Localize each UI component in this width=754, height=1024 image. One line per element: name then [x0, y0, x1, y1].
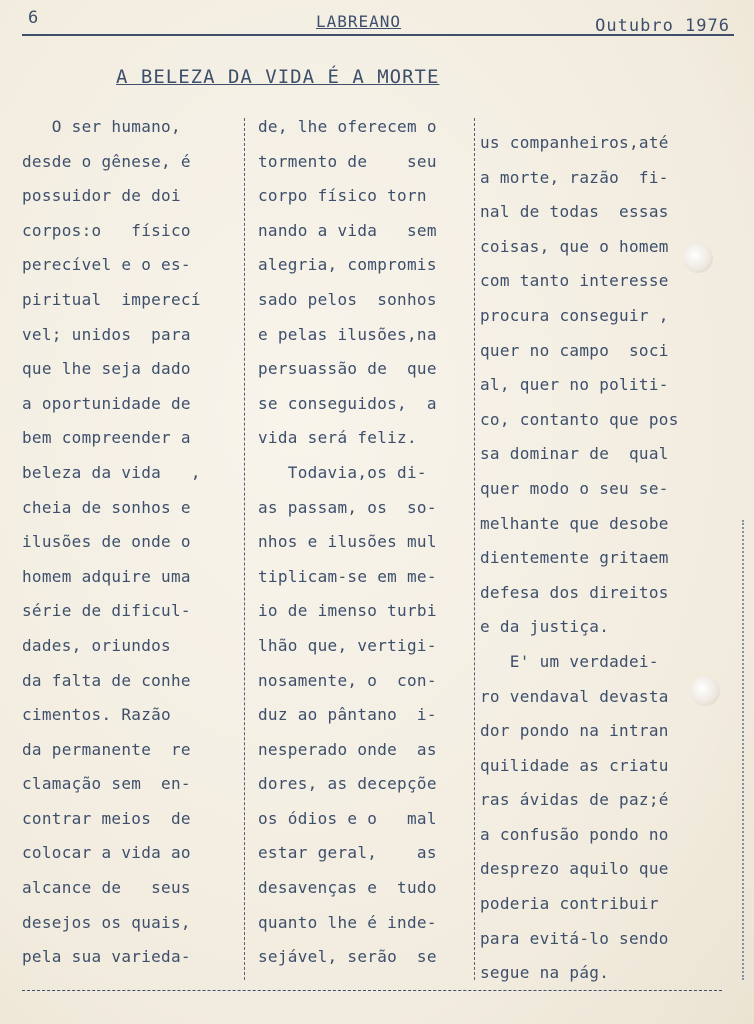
margin-dots	[742, 520, 744, 980]
text-line: a confusão pondo no	[480, 824, 669, 844]
text-line: defesa dos direitos	[480, 582, 669, 602]
text-line: dores, as decepçõe	[258, 774, 437, 794]
text-line: corpo físico torn	[258, 186, 427, 206]
text-line: piritual imperecí	[22, 289, 201, 309]
text-line: perecível e o es-	[22, 255, 191, 275]
text-line: quilidade as criatu	[480, 755, 669, 775]
text-line: cimentos. Razão	[22, 705, 171, 725]
text-line: nal de todas essas	[480, 202, 669, 222]
page-header	[22, 6, 734, 36]
text-line: quer modo o seu se-	[480, 478, 669, 498]
text-line: desavenças e tudo	[258, 878, 437, 898]
text-line: desejos os quais,	[22, 912, 191, 932]
issue-date: Outubro 1976	[595, 16, 730, 36]
text-line: possuidor de doi	[22, 186, 181, 206]
text-line: co, contanto que pos	[480, 409, 679, 429]
text-line: se conseguidos, a	[258, 393, 437, 413]
text-line: melhante que desobe	[480, 513, 669, 533]
text-line: segue na pág.	[480, 963, 610, 983]
text-line: pela sua varieda-	[22, 947, 191, 967]
text-line: dades, oriundos	[22, 635, 171, 655]
text-line: sejável, serão se	[258, 947, 437, 967]
footer-rule	[22, 990, 722, 991]
text-line: e da justiça.	[480, 617, 610, 637]
text-line: desprezo aquilo que	[480, 859, 669, 879]
article-title: A BELEZA DA VIDA É A MORTE	[116, 66, 440, 88]
column-divider	[474, 118, 475, 980]
punch-hole	[683, 243, 713, 273]
text-line: beleza da vida ,	[22, 462, 201, 482]
text-line: série de dificul-	[22, 601, 191, 621]
text-line: corpos:o físico	[22, 220, 191, 240]
text-line: dientemente gritaem	[480, 548, 669, 568]
text-line: nando a vida sem	[258, 220, 437, 240]
text-line: colocar a vida ao	[22, 843, 191, 863]
text-line: vida será feliz.	[258, 428, 417, 448]
punch-hole	[690, 676, 720, 706]
article-column-1	[22, 110, 236, 975]
text-line: procura conseguir ,	[480, 305, 669, 325]
text-line: vel; unidos para	[22, 324, 191, 344]
text-line: os ódios e o mal	[258, 808, 437, 828]
text-line: com tanto interesse	[480, 271, 669, 291]
text-line: desde o gênese, é	[22, 151, 191, 171]
text-line: a morte, razão fi-	[480, 167, 669, 187]
text-line: da falta de conhe	[22, 670, 191, 690]
text-line: alegria, compromis	[258, 255, 437, 275]
text-line: nhos e ilusões mul	[258, 532, 437, 552]
text-line: dor pondo na intran	[480, 721, 669, 741]
text-line: sa dominar de qual	[480, 444, 669, 464]
text-line: tormento de seu	[258, 151, 437, 171]
column-divider	[244, 118, 245, 980]
page-number: 6	[28, 8, 39, 28]
text-line: clamação sem en-	[22, 774, 191, 794]
text-line: a oportunidade de	[22, 393, 191, 413]
text-line: para evitá-lo sendo	[480, 928, 669, 948]
text-line: persuassão de que	[258, 359, 437, 379]
text-line: lhão que, vertigi-	[258, 635, 437, 655]
text-line: Todavia,os di-	[258, 462, 427, 482]
text-line: contrar meios de	[22, 808, 191, 828]
text-line: de, lhe oferecem o	[258, 117, 437, 136]
text-line: coisas, que o homem	[480, 236, 669, 256]
text-line: quer no campo soci	[480, 340, 669, 360]
text-line: O ser humano,	[22, 117, 181, 136]
text-line: nesperado onde as	[258, 739, 437, 759]
text-line: nosamente, o con-	[258, 670, 437, 690]
text-line: al, quer no politi-	[480, 375, 669, 395]
text-line: da permanente re	[22, 739, 191, 759]
text-line: quanto lhe é inde-	[258, 912, 437, 932]
text-line: sado pelos sonhos	[258, 289, 437, 309]
text-line: tiplicam-se em me-	[258, 566, 437, 586]
text-line: homem adquire uma	[22, 566, 191, 586]
text-line: e pelas ilusões,na	[258, 324, 437, 344]
text-line: us companheiros,até	[480, 133, 669, 152]
text-line: duz ao pântano i-	[258, 705, 437, 725]
text-line: alcance de seus	[22, 878, 191, 898]
text-line: io de imenso turbi	[258, 601, 437, 621]
text-line: as passam, os so-	[258, 497, 437, 517]
text-line: ro vendaval devasta	[480, 686, 669, 706]
text-line: ras ávidas de paz;é	[480, 790, 669, 810]
text-line: cheia de sonhos e	[22, 497, 191, 517]
article-column-2	[258, 110, 472, 975]
text-line: poderia contribuir	[480, 894, 659, 914]
publication-name: LABREANO	[316, 12, 402, 31]
text-line: E' um verdadei-	[480, 651, 659, 671]
text-line: bem compreender a	[22, 428, 191, 448]
text-line: ilusões de onde o	[22, 532, 191, 552]
text-line: estar geral, as	[258, 843, 437, 863]
text-line: que lhe seja dado	[22, 359, 191, 379]
